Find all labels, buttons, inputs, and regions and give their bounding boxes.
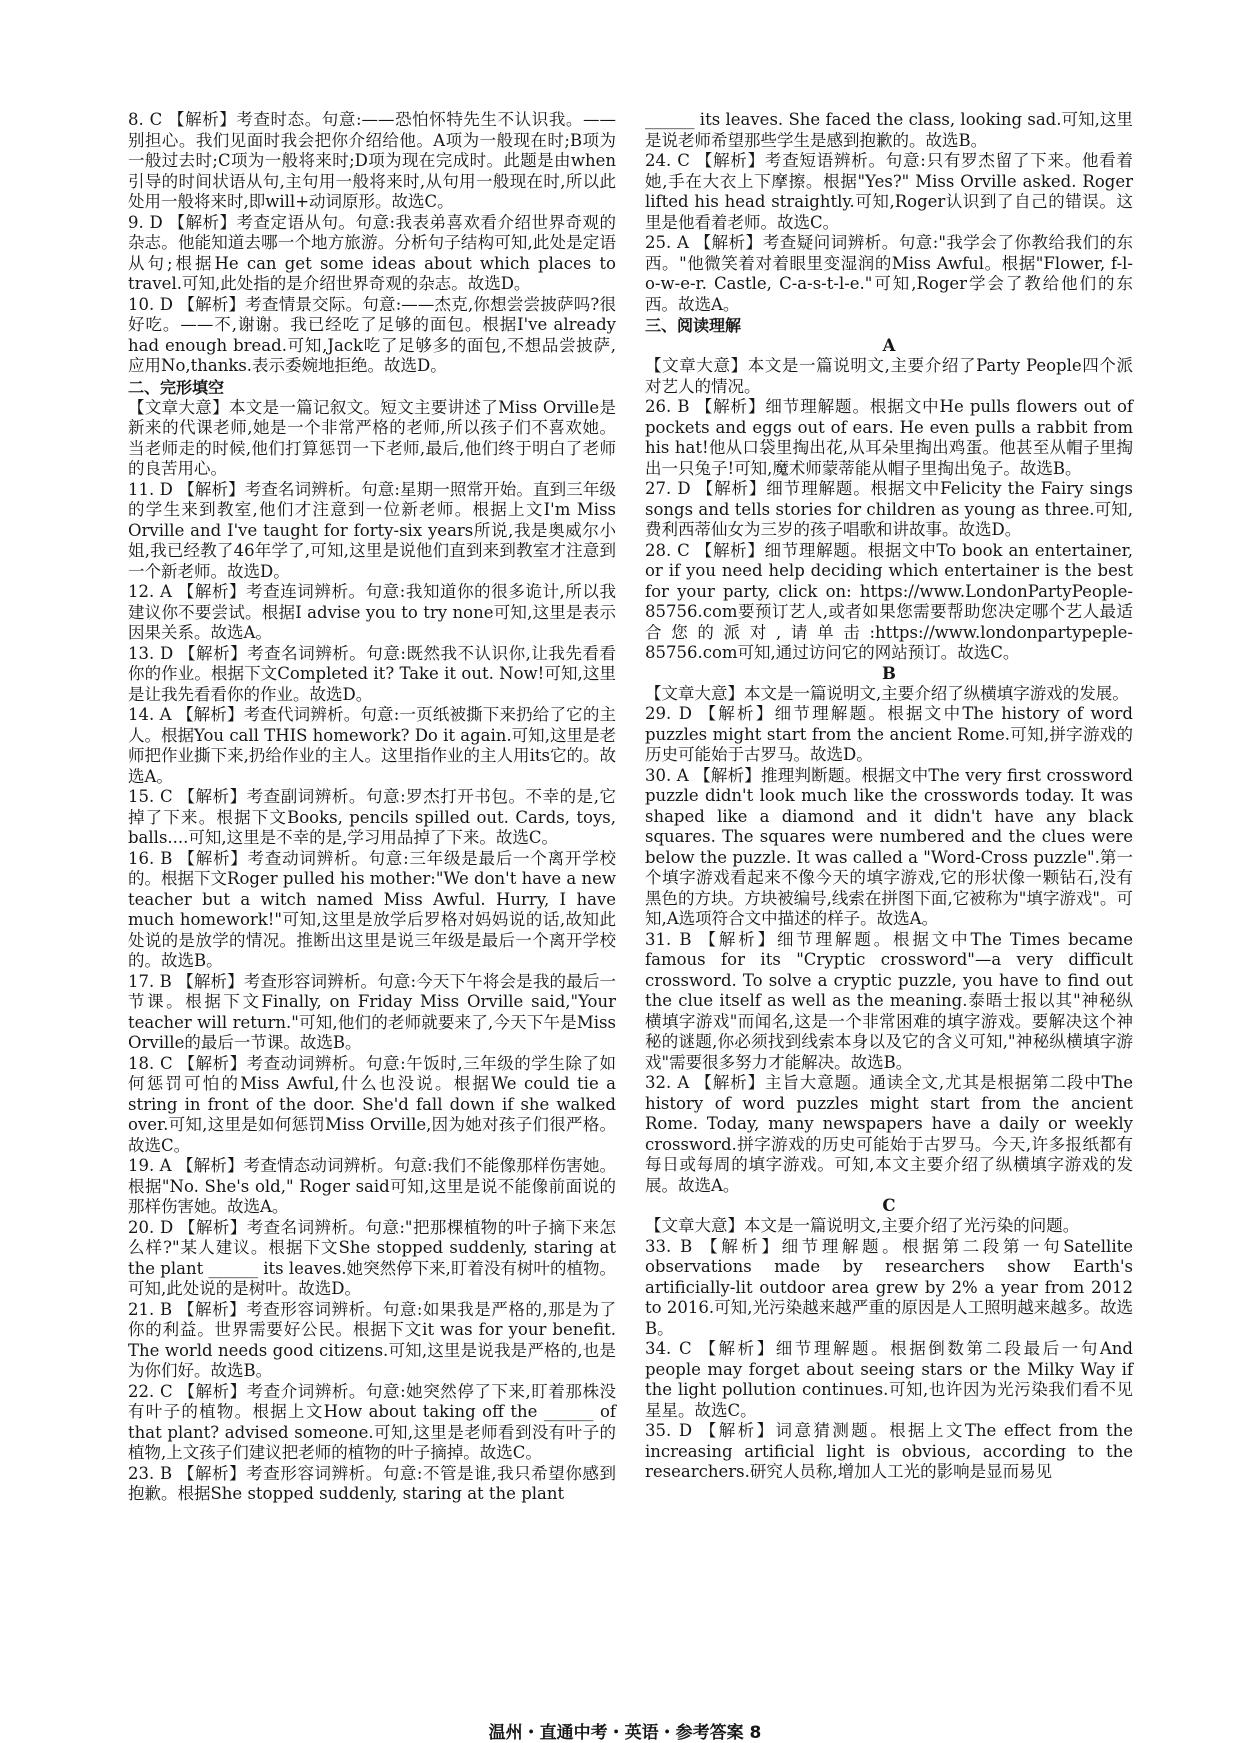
answer-29: 29. D 【解析】细节理解题。根据文中The history of word puzzles might start from the ancient Rome.可知,拼字游戏的历史可能始于古罗马。故选D。 bbox=[645, 704, 1133, 764]
left-column bbox=[128, 110, 616, 1620]
answer-15: 15. C 【解析】考查副词辨析。句意:罗杰打开书包。不幸的是,它掉了下来。根据下文Books, pencils spilled out. Cards, toys, balls....可知,这里是不幸的是,学习用品掉了下来。故选C。 bbox=[128, 787, 616, 847]
passage-c-label: C bbox=[882, 1196, 896, 1215]
answer-34: 34. C 【解析】细节理解题。根据倒数第二段最后一句And people may forget about seeing stars or the Milky Way if the light pollution continues.可知,也许因为光污染我们看不见星星。故选C。 bbox=[645, 1339, 1133, 1420]
answer-26: 26. B 【解析】细节理解题。根据文中He pulls flowers out of pockets and eggs out of ears. He even pulls a rabbit from his hat!他从口袋里掏出花,从耳朵里掏出鸡蛋。他甚至从帽子里掏出一只兔子!可知,魔术师蒙蒂能从帽子里掏出兔子。故选B。 bbox=[645, 397, 1133, 478]
answer-16: 16. B 【解析】考查动词辨析。句意:三年级是最后一个离开学校的。根据下文Roger pulled his mother:"We don't have a new teacher but a witch named Miss Awful. Hurry, I have much homework!"可知,这里是放学后罗格对妈妈说的话,故知此处说的是放学的情况。推断出这里是说三年级是最后一个离开学校的。故选B。 bbox=[128, 848, 616, 970]
answer-25: 25. A 【解析】考查疑问词辨析。句意:"我学会了你教给我们的东西。"他微笑着对着眼里变湿润的Miss Awful。根据"Flower, f-l-o-w-e-r. Castle, C-a-s-t-l-e."可知,Roger学会了教给他们的东西。故选A。 bbox=[645, 233, 1133, 314]
answer-31: 31. B 【解析】细节理解题。根据文中The Times became famous for its "Cryptic crossword"—a very difficult crossword. To solve a cryptic puzzle, you have to find out the clue itself as well as the meaning.泰晤士报以其"神秘纵横填字游戏"而闻名,这是一个非常困难的填字游戏。要解决这个神秘的谜题,你必须找到线索本身以及它的含义可知,"神秘纵横填字游戏"需要很多努力才能解决。故选B。 bbox=[645, 929, 1133, 1072]
answer-8: 8. C 【解析】考查时态。句意:——恐怕怀特先生不认识我。——别担心。我们见面时我会把你介绍给他。A项为一般现在时;B项为一般过去时;C项为一般将来时;D项为现在完成时。此题是由when引导的时间状语从句,主句用一般将来时,从句用一般现在时,所以此处用一般将来时,即will+动词原形。故选C。 bbox=[128, 110, 616, 211]
passage-b-label: B bbox=[882, 663, 896, 683]
answer-19: 19. A 【解析】考查情态动词辨析。句意:我们不能像那样伤害她。根据"No. She's old," Roger said可知,这里是说不能像前面说的那样伤害她。故选A。 bbox=[128, 1156, 616, 1216]
answer-28: 28. C 【解析】细节理解题。根据文中To book an entertainer, or if you need help deciding which entertainer is the best for your party, click on: https://www.LondonPartyPeople-85756.com要预订艺人,或者如果您需要帮助您决定哪个艺人最适合您的派对,请单击:https://www.londonpartypeple-85756.com可知,通过访问它的网站预订。故选C。 bbox=[645, 540, 1133, 662]
answer-22: 22. C 【解析】考查介词辨析。句意:她突然停了下来,盯着那株没有叶子的植物。根据上文How about taking off the ______ of that plant? advised someone.可知,这里是老师看到没有叶子的植物,上文孩子们建议把老师的植物的叶子摘掉。故选C。 bbox=[128, 1381, 616, 1462]
answer-27: 27. D 【解析】细节理解题。根据文中Felicity the Fairy sings songs and tells stories for children as young as three.可知,费利西蒂仙女为三岁的孩子唱歌和讲故事。故选D。 bbox=[645, 479, 1133, 539]
answer-24: 24. C 【解析】考查短语辨析。句意:只有罗杰留了下来。他看着她,手在大衣上下摩擦。根据"Yes?" Miss Orville asked. Roger lifted his head straightly.可知,Roger认识到了自己的错误。这里是他看着老师。故选C。 bbox=[645, 151, 1133, 232]
passage-c-summary: 【文章大意】本文是一篇说明文,主要介绍了光污染的问题。 bbox=[645, 1216, 1080, 1235]
answer-17: 17. B 【解析】考查形容词辨析。句意:今天下午将会是我的最后一节课。根据下文Finally, on Friday Miss Orville said,"Your teacher will return."可知,他们的老师就要来了,今天下午是Miss Orville的最后一节课。故选B。 bbox=[128, 971, 616, 1052]
answer-12: 12. A 【解析】考查连词辨析。句意:我知道你的很多诡计,所以我建议你不要尝试。根据I advise you to try none可知,这里是表示因果关系。故选A。 bbox=[128, 582, 616, 642]
passage-b-summary: 【文章大意】本文是一篇说明文,主要介绍了纵横填字游戏的发展。 bbox=[645, 683, 1129, 703]
answer-23-continued: ______ its leaves. She faced the class, looking sad.可知,这里是说老师希望那些学生是感到抱歉的。故选B。 bbox=[645, 110, 1133, 150]
answer-30: 30. A 【解析】推理判断题。根据文中The very first crossword puzzle didn't look much like the crosswords today. It was shaped like a diamond and it didn't have any black squares. The squares were numbered and the clues were below the puzzle. It was called a "Word-Cross puzzle".第一个填字游戏看起来不像今天的填字游戏,它的形状像一颗钻石,没有黑色的方块。方块被编号,线索在拼图下面,它被称为"填字游戏"。可知,A选项符合文中描述的样子。故选A。 bbox=[645, 765, 1133, 928]
answer-33: 33. B 【解析】细节理解题。根据第二段第一句Satellite observations made by researchers show Earth's artificially-lit outdoor area grew by 2% a year from 2012 to 2016.可知,光污染越来越严重的原因是人工照明越来越多。故选B。 bbox=[645, 1236, 1133, 1338]
answer-32: 32. A 【解析】主旨大意题。通读全文,尤其是根据第二段中The history of word puzzles might start from the ancient Rome. Today, many newspapers have a daily or weekly crossword.拼字游戏的历史可能始于古罗马。今天,许多报纸都有每日或每周的填字游戏。可知,本文主要介绍了纵横填字游戏的发展。故选A。 bbox=[645, 1073, 1133, 1195]
cloze-summary: 【文章大意】本文是一篇记叙文。短文主要讲述了Miss Orville是新来的代课老师,她是一个非常严格的老师,所以孩子们不喜欢她。当老师走的时候,他们打算惩罚一下老师,最后,他们终于明白了老师的良苦用心。 bbox=[128, 397, 616, 478]
page-footer: 温州・直通中考・英语・参考答案 8 bbox=[488, 1723, 762, 1743]
answer-21: 21. B 【解析】考查形容词辨析。句意:如果我是严格的,那是为了你的利益。世界需要好公民。根据下文it was for your benefit. The world needs good citizens.可知,这里是说我是严格的,也是为你们好。故选B。 bbox=[128, 1299, 616, 1380]
answer-35: 35. D 【解析】词意猜测题。根据上文The effect from the increasing artificial light is obvious, according to the researchers.研究人员称,增加人工光的影响是显而易见 bbox=[645, 1421, 1133, 1481]
passage-a-summary: 【文章大意】本文是一篇说明文,主要介绍了Party People四个派对艺人的情况。 bbox=[645, 356, 1133, 396]
answer-14: 14. A 【解析】考查代词辨析。句意:一页纸被撕下来扔给了它的主人。根据You call THIS homework? Do it again.可知,这里是老师把作业撕下来,扔给作业的主人。这里指作业的主人用its它的。故选A。 bbox=[128, 705, 616, 786]
answer-10: 10. D 【解析】考查情景交际。句意:——杰克,你想尝尝披萨吗?很好吃。——不,谢谢。我已经吃了足够的面包。根据I've already had enough bread.可知,Jack吃了足够多的面包,不想品尝披萨,应用No,thanks.表示委婉地拒绝。故选D。 bbox=[128, 294, 616, 375]
right-column bbox=[645, 110, 1133, 1620]
section-cloze-heading: 二、完形填空 bbox=[128, 377, 225, 397]
answer-9: 9. D 【解析】考查定语从句。句意:我表弟喜欢看介绍世界奇观的杂志。他能知道去哪一个地方旅游。分析句子结构可知,此处是定语从句;根据He can get some ideas about which places to travel.可知,此处指的是介绍世界奇观的杂志。故选D。 bbox=[128, 212, 616, 293]
answer-23: 23. B 【解析】考查形容词辨析。句意:不管是谁,我只希望你感到抱歉。根据She stopped suddenly, staring at the plant bbox=[128, 1463, 616, 1503]
section-reading-heading: 三、阅读理解 bbox=[645, 316, 742, 335]
answer-18: 18. C 【解析】考查动词辨析。句意:午饭时,三年级的学生除了如何惩罚可怕的Miss Awful,什么也没说。根据We could tie a string in front of the door. She'd fall down if she walked over.可知,这里是如何惩罚Miss Orville,因为她对孩子们很严格。故选C。 bbox=[128, 1053, 616, 1155]
passage-a-label: A bbox=[882, 336, 896, 355]
answer-20: 20. D 【解析】考查名词辨析。句意:"把那棵植物的叶子摘下来怎么样?"某人建议。根据下文She stopped suddenly, staring at the plant ______ its leaves.她突然停下来,盯着没有树叶的植物。可知,此处说的是树叶。故选D。 bbox=[128, 1217, 616, 1298]
two-column-body bbox=[128, 110, 1133, 1620]
answer-11: 11. D 【解析】考查名词辨析。句意:星期一照常开始。直到三年级的学生来到教室,他们才注意到一位新老师。根据上文I'm Miss Orville and I've taught for forty-six years所说,我是奥威尔小姐,我已经教了46年学了,可知,这里是说他们直到来到教室才注意到一个新老师。故选D。 bbox=[128, 479, 616, 581]
answer-13: 13. D 【解析】考查名词辨析。句意:既然我不认识你,让我先看看你的作业。根据下文Completed it? Take it out. Now!可知,这里是让我先看看你的作业。故选D。 bbox=[128, 643, 616, 704]
